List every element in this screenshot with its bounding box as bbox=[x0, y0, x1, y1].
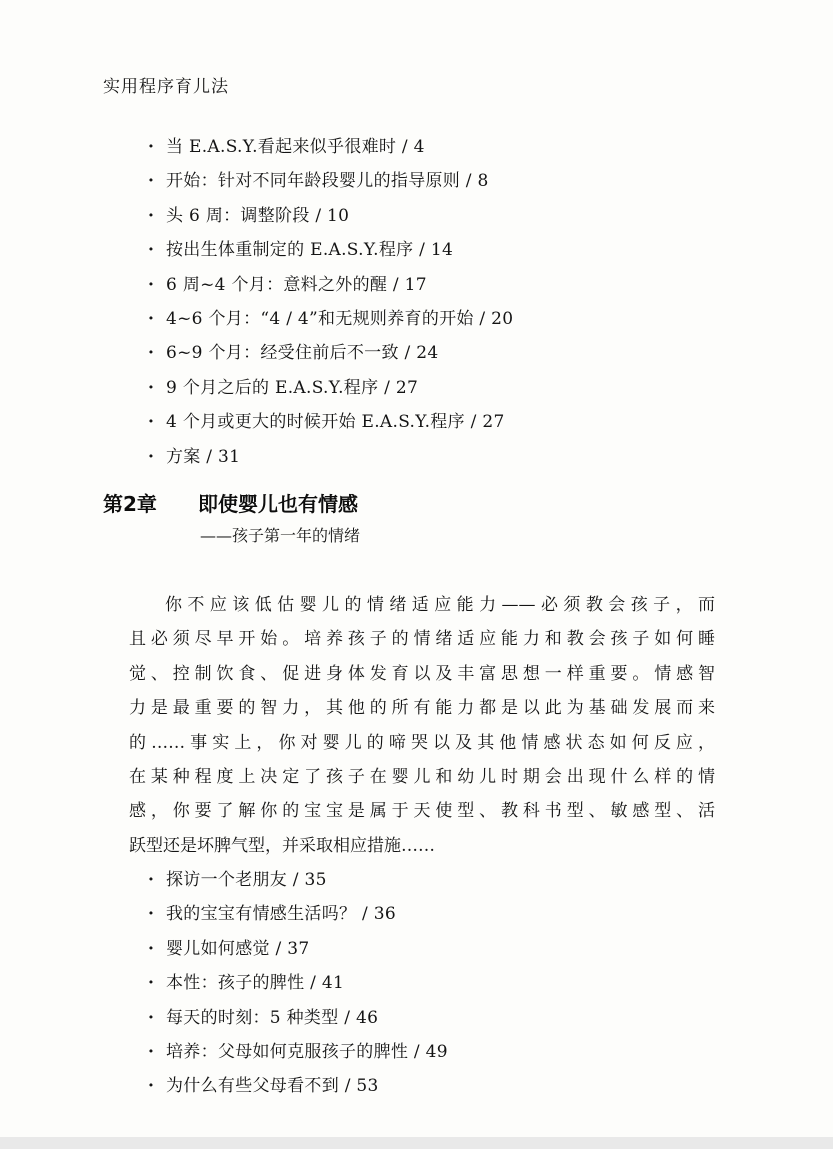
bullet-icon: · bbox=[148, 171, 155, 192]
toc-item-text: 9 个月之后的 E.A.S.Y.程序 / 27 bbox=[166, 377, 419, 398]
toc-item bbox=[148, 966, 448, 1000]
toc-item bbox=[148, 164, 513, 198]
intro-line: 力是最重要的智力，其他的所有能力都是以此为基础发展而来 bbox=[129, 698, 715, 719]
bullet-icon: · bbox=[148, 1076, 155, 1097]
toc-item-text: 按出生体重制定的 E.A.S.Y.程序 / 14 bbox=[166, 240, 454, 261]
bullet-icon: · bbox=[148, 343, 155, 364]
toc-item-text: 头 6 周：调整阶段 / 10 bbox=[166, 205, 350, 226]
bullet-icon: · bbox=[148, 412, 155, 433]
toc-item bbox=[148, 897, 448, 931]
toc-item-text: 培养：父母如何克服孩子的脾性 / 49 bbox=[166, 1041, 448, 1062]
toc-item bbox=[148, 336, 513, 370]
intro-line: 感，你要了解你的宝宝是属于天使型、教科书型、敏感型、活 bbox=[129, 801, 715, 822]
toc-item-text: 婴儿如何感觉 / 37 bbox=[166, 938, 310, 959]
toc-item bbox=[148, 233, 513, 267]
intro-line: 跃型还是坏脾气型，并采取相应措施…… bbox=[129, 835, 435, 856]
toc-item-text: 6 周~4 个月：意料之外的醒 / 17 bbox=[166, 274, 427, 295]
toc-item-text: 每天的时刻：5 种类型 / 46 bbox=[166, 1007, 379, 1028]
toc-item-text: 方案 / 31 bbox=[166, 446, 241, 467]
toc-item bbox=[148, 405, 513, 439]
bullet-icon: · bbox=[148, 973, 155, 994]
toc-item-text: 4 个月或更大的时候开始 E.A.S.Y.程序 / 27 bbox=[166, 412, 505, 433]
toc-item bbox=[148, 863, 448, 897]
intro-line: 的……事实上，你对婴儿的啼哭以及其他情感状态如何反应， bbox=[129, 732, 715, 753]
toc-item bbox=[148, 199, 513, 233]
bullet-icon: · bbox=[148, 205, 155, 226]
bullet-icon: · bbox=[148, 377, 155, 398]
toc-item-text: 4~6 个月：“4 / 4”和无规则养育的开始 / 20 bbox=[166, 308, 514, 329]
toc-item bbox=[148, 440, 513, 474]
bullet-icon: · bbox=[148, 1007, 155, 1028]
toc-item-text: 本性：孩子的脾性 / 41 bbox=[166, 973, 345, 994]
bullet-icon: · bbox=[148, 1041, 155, 1062]
toc-item-text: 探访一个老朋友 / 35 bbox=[166, 870, 327, 890]
bullet-icon: · bbox=[148, 904, 155, 925]
toc-item bbox=[148, 1035, 448, 1069]
bullet-icon: · bbox=[148, 240, 155, 261]
bullet-icon: · bbox=[148, 274, 155, 295]
running-header: 实用程序育儿法 bbox=[103, 77, 229, 97]
intro-line: 在某种程度上决定了孩子在婴儿和幼儿时期会出现什么样的情 bbox=[129, 767, 715, 788]
toc-list-part2 bbox=[148, 863, 448, 1104]
toc-item-text: 我的宝宝有情感生活吗？ / 36 bbox=[166, 904, 396, 925]
bullet-icon: · bbox=[148, 938, 155, 959]
intro-line: 觉、控制饮食、促进身体发育以及丰富思想一样重要。情感智 bbox=[129, 663, 715, 684]
intro-line: 且必须尽早开始。培养孩子的情绪适应能力和教会孩子如何睡 bbox=[129, 629, 715, 650]
toc-item bbox=[148, 371, 513, 405]
toc-item-text: 6~9 个月：经受住前后不一致 / 24 bbox=[166, 343, 439, 364]
intro-line: 你不应该低估婴儿的情绪适应能力——必须教会孩子，而 bbox=[165, 595, 715, 615]
chapter-title: 即使婴儿也有情感 bbox=[198, 492, 358, 516]
chapter-subtitle: ——孩子第一年的情绪 bbox=[200, 526, 361, 545]
toc-item bbox=[148, 1069, 448, 1103]
toc-item-text: 当 E.A.S.Y.看起来似乎很难时 / 4 bbox=[166, 137, 425, 157]
toc-item-text: 为什么有些父母看不到 / 53 bbox=[166, 1076, 379, 1097]
chapter-intro-paragraph bbox=[129, 588, 715, 863]
chapter-heading bbox=[103, 488, 358, 517]
bullet-icon: · bbox=[148, 446, 155, 467]
toc-item bbox=[148, 268, 513, 302]
chapter-number: 第2章 bbox=[103, 492, 157, 516]
toc-item bbox=[148, 302, 513, 336]
toc-item bbox=[148, 1001, 448, 1035]
toc-item bbox=[148, 130, 513, 164]
bullet-icon: · bbox=[148, 870, 155, 890]
toc-list-part1 bbox=[148, 130, 513, 474]
bullet-icon: · bbox=[148, 137, 155, 157]
toc-item-text: 开始：针对不同年龄段婴儿的指导原则 / 8 bbox=[166, 171, 489, 192]
bullet-icon: · bbox=[148, 308, 155, 329]
toc-item bbox=[148, 932, 448, 966]
